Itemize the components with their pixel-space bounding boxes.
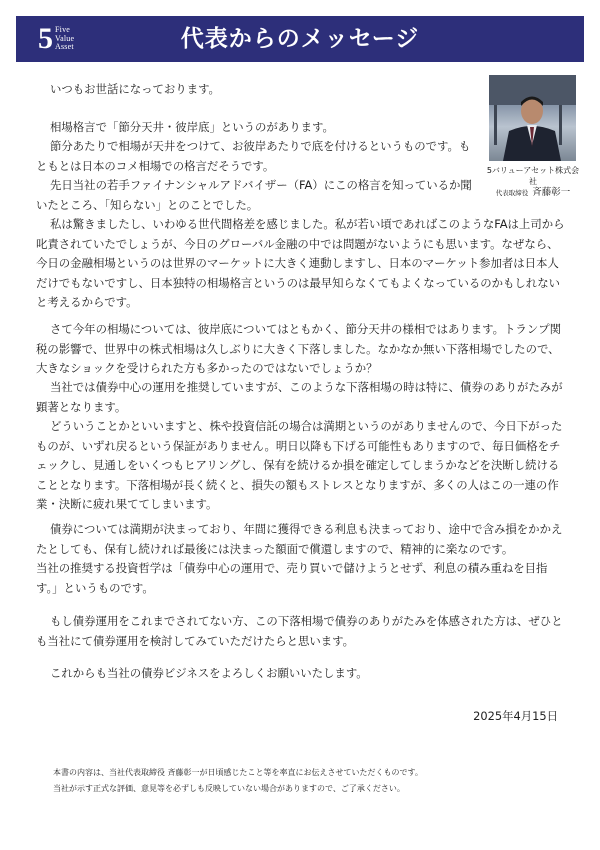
profile-role: 代表取締役 [495, 189, 529, 197]
logo-word: Value [55, 33, 75, 43]
message-paragraph: 当社では債券中心の運用を推奨していますが、このような下落相場の時は特に、債券のありがたみが顕著となります。 [36, 380, 563, 414]
company-name: 5バリューアセット株式会社 [486, 166, 580, 186]
message-paragraph: 相場格言で「節分天井・彼岸底」というのがあります。 [50, 120, 334, 134]
disclaimer-line: 当社が示す正式な評価、意見等を必ずしも反映していない場合がありますので、ご了承ください。 [53, 784, 405, 793]
profile-name: 斉藤彰一 [532, 187, 571, 198]
message-paragraph: 先日当社の若手ファイナンシャルアドバイザー（FA）にこの格言を知っているか聞いたところ、「知らない」とのことでした。 [36, 178, 472, 212]
message-paragraph: さて今年の相場については、彼岸底についてはともかく、節分天井の様相ではあります。トランプ関税の影響で、世界中の株式相場は久しぶりに大きく下落しました。なかなか無い下落相場でしたので、大きなショックを受けられた方も多かったのではないでしょうか？ [36, 322, 561, 375]
message-paragraph: 私は驚きましたし、いわゆる世代間格差を感じました。私が若い頃であればこのようなFAは上司から叱責されていたでしょうが、今日のグローバル金融の中では問題がないようにも思います。なぜなら、今日の金融相場というのは世界のマーケットに大きく連動しますし、日本のマーケット参加者は日本人だけでもないですし、日本独特の相場格言というのは最早知らなくてもよくなっているのかもしれないと考えるからです。 [36, 217, 565, 309]
profile-role-line [483, 187, 583, 199]
header-banner [16, 16, 584, 62]
message-paragraph: 節分あたりで相場が天井をつけて、お彼岸あたりで底を付けるというものです。もともとは日本のコメ相場での格言だそうです。 [36, 139, 471, 173]
message-paragraph: もし債券運用をこれまでされてない方、この下落相場で債券のありがたみを体感された方は、ぜひとも当社にて債券運用を検討してみていただけたらと思います。 [36, 614, 563, 648]
portrait-illustration [489, 75, 576, 161]
message-date: 2025年4月15日 [473, 709, 558, 723]
message-paragraph: 債券については満期が決まっており、年間に獲得できる利息も決まっており、途中で含み損をかかえたとしても、保有し続ければ最後には決まった額面で償還しますので、精神的に楽なのです。 [36, 522, 563, 556]
message-paragraph: いつもお世話になっております。 [50, 82, 220, 96]
logo-word: Asset [55, 42, 74, 51]
message-paragraph: 当社の推奨する投資哲学は「債券中心の運用で、売り買いで儲けようとせず、利息の積み重ねを目指す。」というものです。 [36, 561, 548, 595]
message-paragraph: どういうことかといいますと、株や投資信託の場合は満期というのがありませんので、今日下がったものが、いずれ戻るという保証がありません。明日以降も下げる可能性もありますので、毎日価格をチェックし、見通しをいくつもヒアリングし、保有を続けるか損を確定してしまうかなどを決断し続けることとなります。下落相場が長く続くと、損失の額もストレスとなりますが、多くの人はこの一連の作業・決断に疲れ果ててしまいます。 [36, 419, 563, 511]
page-title: 代表からのメッセージ [180, 26, 420, 52]
logo-number: 5 [38, 22, 53, 55]
representative-photo [489, 75, 576, 161]
message-paragraph: これからも当社の債券ビジネスをよろしくお願いいたします。 [50, 666, 368, 680]
logo-word: Five [55, 25, 71, 34]
disclaimer [53, 765, 423, 797]
profile-caption [483, 165, 583, 199]
disclaimer-line: 本書の内容は、当社代表取締役 斉藤彰一が日頃感じたこと等を率直にお伝えさせていただくものです。 [53, 768, 423, 777]
